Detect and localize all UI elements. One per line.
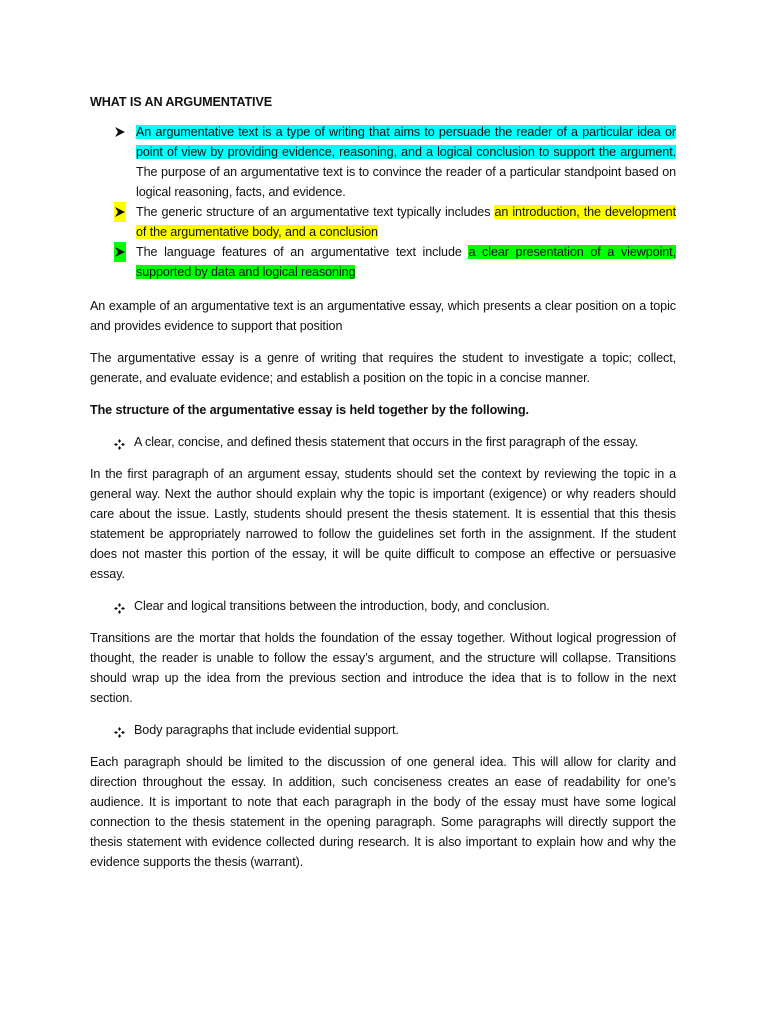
bullet-item-language-features — [90, 242, 676, 282]
bullet-item-definition — [90, 122, 676, 202]
arrowhead-bullet-icon — [114, 202, 126, 222]
structure-point-transitions — [90, 596, 676, 616]
four-diamond-bullet-icon — [114, 436, 125, 447]
structure-point-text: Clear and logical transitions between the introduction, body, and conclusion. — [134, 599, 550, 613]
structure-point-body — [90, 720, 676, 740]
four-diamond-bullet-icon — [114, 600, 125, 611]
paragraph-example: An example of an argumentative text is an argumentative essay, which presents a clear position on a topic and provides evidence to support that position — [90, 299, 676, 333]
structure-point-text: Body paragraphs that include evidential support. — [134, 723, 399, 737]
paragraph-first-paragraph: In the first paragraph of an argument essay, students should set the context by reviewing the topic in a general way. Next the author should explain why the topic is important (exigence) or why readers should care about the issue. Lastly, students should present the thesis statement. It is essential that this thesis statement be appropriately narrowed to follow the guidelines set forth in the assignment. If the student does not master this portion of the essay, it will be quite difficult to compose an effective or persuasive essay. — [90, 467, 676, 581]
four-diamond-bullet-icon — [114, 724, 125, 735]
arrowhead-bullet-icon — [114, 242, 126, 262]
bullet-text: The purpose of an argumentative text is to convince the reader of a particular standpoint based on logical reasoning, facts, and evidence. — [136, 165, 676, 199]
structure-point-text: A clear, concise, and defined thesis statement that occurs in the first paragraph of the essay. — [134, 435, 639, 449]
paragraph-genre: The argumentative essay is a genre of writing that requires the student to investigate a topic; collect, generate, and evaluate evidence; and establish a position on the topic in a concise manner. — [90, 351, 676, 385]
document-title: WHAT IS AN ARGUMENTATIVE — [90, 95, 273, 109]
definition-bullet-list — [90, 122, 676, 282]
paragraph-transitions: Transitions are the mortar that holds the foundation of the essay together. Without logical progression of thought, the reader is unable to follow the essay’s argument, and the structure will collapse. Transitions should wrap up the idea from the previous section and introduce the idea that is to follow in the next section. — [90, 631, 676, 705]
paragraph-body: Each paragraph should be limited to the discussion of one general idea. This will allow for clarity and direction throughout the essay. In addition, such conciseness creates an ease of readability for one’s audience. It is important to note that each paragraph in the body of the essay must have some logical connection to the thesis statement in the opening paragraph. Some paragraphs will directly support the thesis statement with evidence collected during research. It is also important to explain how and why the evidence supports the thesis (warrant). — [90, 755, 676, 869]
highlighted-structure: an introduction, the development of the argumentative body, and a conclusion — [136, 205, 676, 239]
bullet-text: The generic structure of an argumentative text typically includes — [136, 205, 495, 219]
arrowhead-bullet-icon — [114, 122, 126, 142]
highlighted-language-features: a clear presentation of a viewpoint, supported by data and logical reasoning — [136, 245, 676, 279]
highlighted-definition: An argumentative text is a type of writing that aims to persuade the reader of a particular idea or point of view by providing evidence, reasoning, and a logical conclusion to support the argument. — [136, 125, 676, 159]
bullet-text: The language features of an argumentative text include — [136, 245, 469, 259]
structure-point-thesis — [90, 432, 676, 452]
section-heading-structure: The structure of the argumentative essay is held together by the following. — [90, 403, 529, 417]
bullet-item-structure — [90, 202, 676, 242]
document-content — [90, 92, 676, 884]
